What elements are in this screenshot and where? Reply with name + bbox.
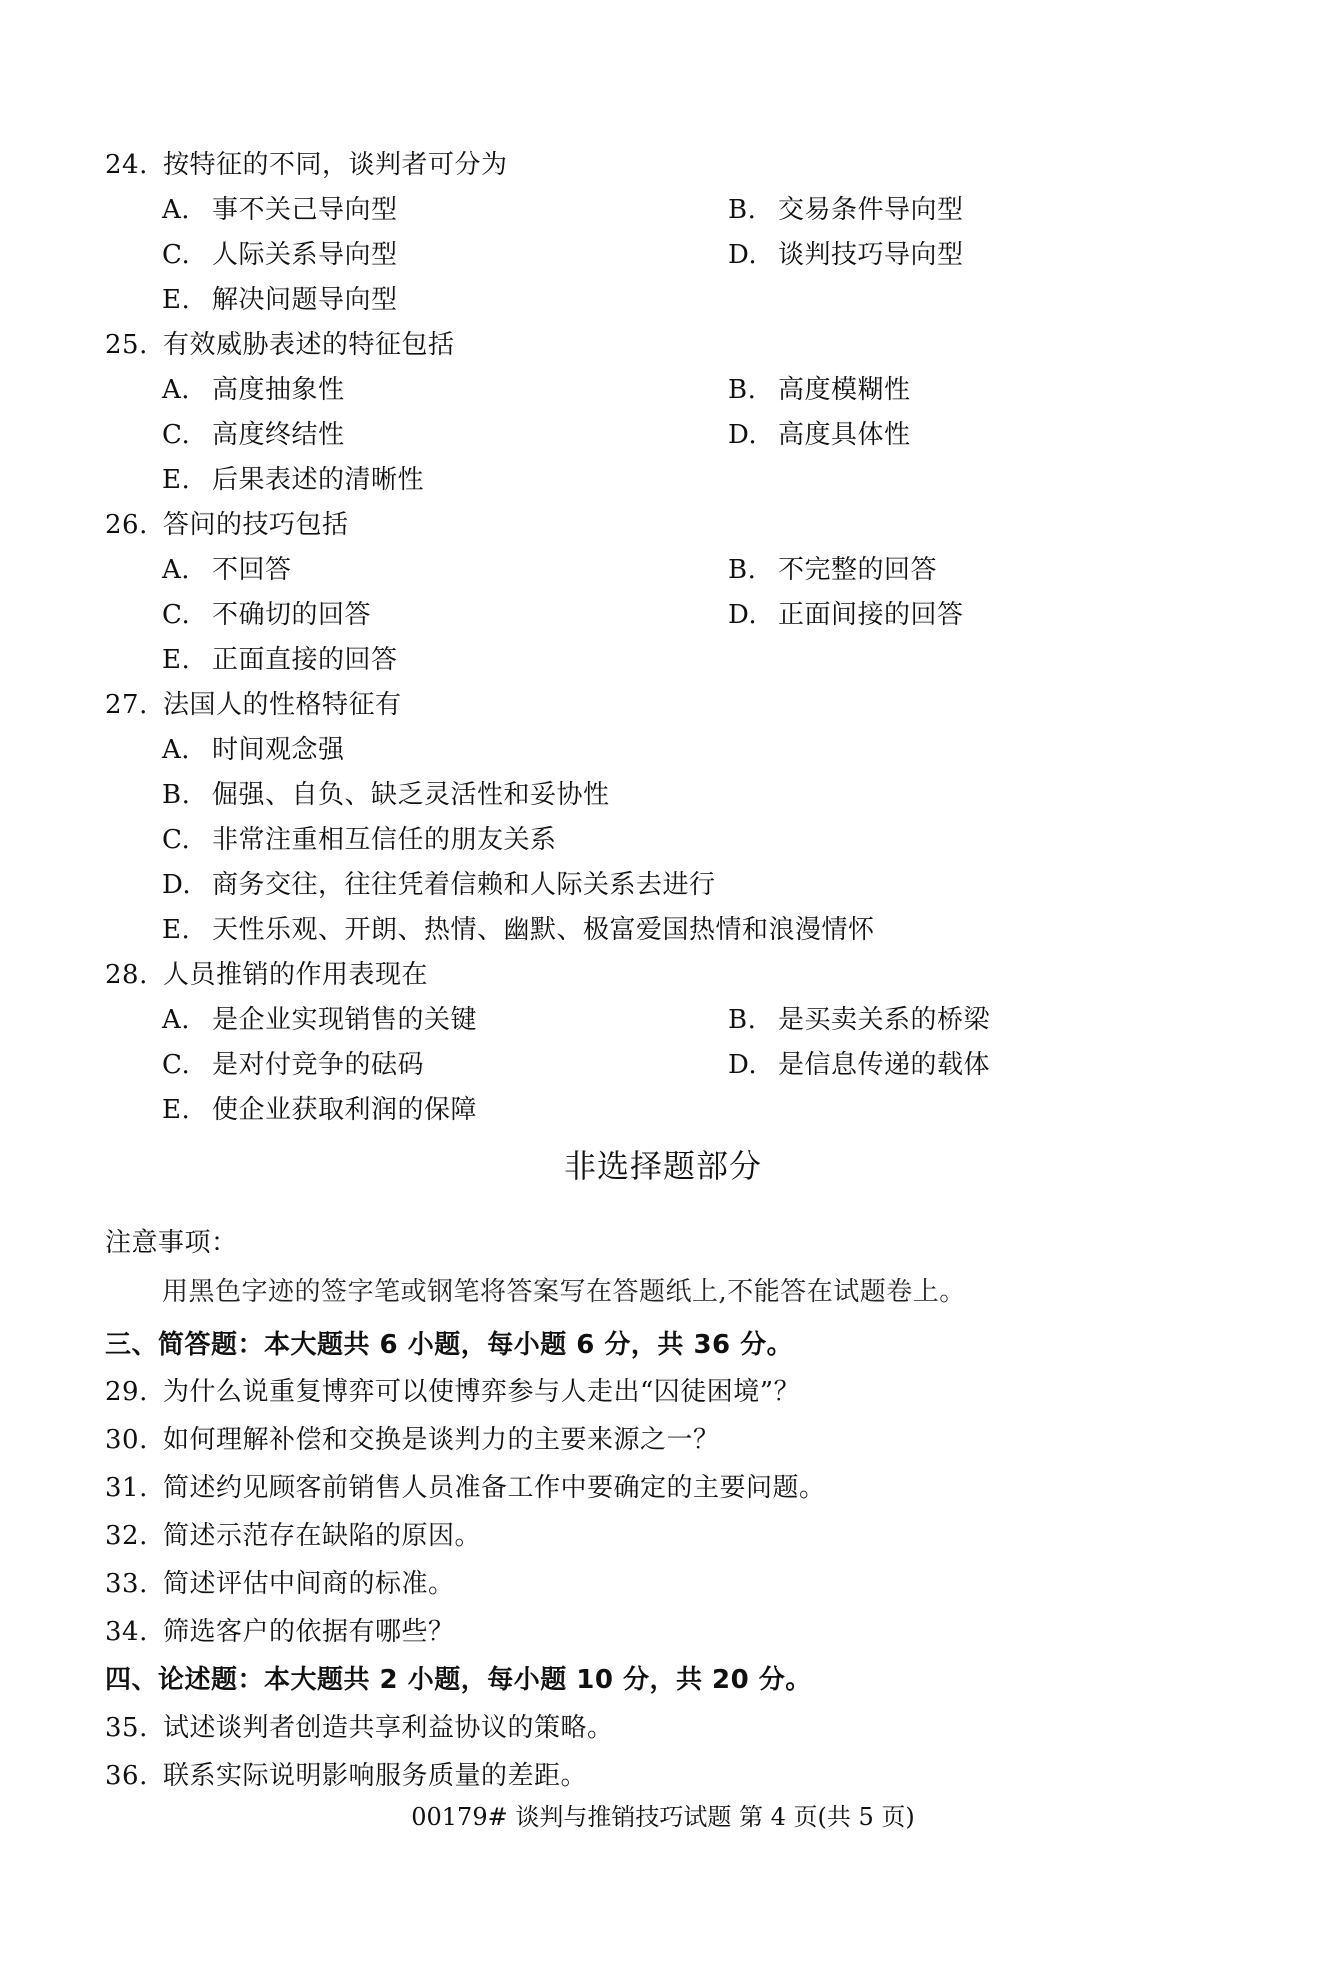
question-35 (105, 1711, 614, 1745)
question-text: 试述谈判者创造共享利益协议的策略。 (163, 1713, 614, 1743)
option-label: C. (162, 1050, 191, 1080)
option-label: B. (728, 375, 757, 405)
option-label: D. (728, 240, 758, 270)
question-28-option-b (728, 1003, 990, 1037)
option-label: C. (162, 825, 191, 855)
question-number: 34. (105, 1617, 148, 1647)
question-stem: 人员推销的作用表现在 (163, 960, 429, 990)
option-text: 后果表述的清晰性 (212, 465, 425, 495)
question-24-option-d (728, 238, 964, 272)
question-24-stem (105, 148, 508, 182)
question-text: 简述示范存在缺陷的原因。 (163, 1521, 482, 1551)
question-number: 31. (105, 1473, 148, 1503)
question-34 (105, 1615, 455, 1649)
notice-text: 用黑色字迹的签字笔或钢笔将答案写在答题纸上,不能答在试题卷上。 (162, 1277, 966, 1307)
option-text: 是对付竞争的砝码 (212, 1050, 425, 1080)
option-text: 人际关系导向型 (212, 240, 398, 270)
question-27-option-c (162, 823, 557, 857)
question-25-option-b (728, 373, 911, 407)
question-25-option-c (162, 418, 345, 452)
question-28-stem (105, 958, 428, 992)
question-26-option-c (162, 598, 371, 632)
option-label: E. (162, 1095, 191, 1125)
question-30 (105, 1423, 720, 1457)
option-text: 倔强、自负、缺乏灵活性和妥协性 (212, 780, 610, 810)
option-label: C. (162, 420, 191, 450)
question-27-option-a (162, 733, 345, 767)
option-label: E. (162, 465, 191, 495)
option-text: 交易条件导向型 (778, 195, 964, 225)
question-29 (105, 1375, 800, 1409)
option-text: 高度模糊性 (778, 375, 911, 405)
question-24-option-e (162, 283, 398, 317)
option-text: 是买卖关系的桥梁 (778, 1005, 991, 1035)
question-number: 29. (105, 1377, 148, 1407)
option-label: D. (728, 1050, 758, 1080)
question-number: 28. (105, 960, 148, 990)
question-text: 联系实际说明影响服务质量的差距。 (163, 1761, 588, 1791)
question-31 (105, 1471, 826, 1505)
question-stem: 按特征的不同，谈判者可分为 (163, 150, 508, 180)
option-label: A. (162, 1005, 191, 1035)
question-26-option-a (162, 553, 292, 587)
question-stem: 答问的技巧包括 (163, 510, 349, 540)
option-label: B. (728, 555, 757, 585)
option-text: 不确切的回答 (212, 600, 372, 630)
option-text: 天性乐观、开朗、热情、幽默、极富爱国热情和浪漫情怀 (212, 915, 875, 945)
question-26-stem (105, 508, 349, 542)
question-text: 筛选客户的依据有哪些？ (163, 1617, 455, 1647)
section-3-heading: 三、简答题：本大题共 6 小题，每小题 6 分，共 36 分。 (105, 1330, 794, 1360)
option-label: C. (162, 240, 191, 270)
question-26-option-d (728, 598, 964, 632)
option-label: A. (162, 195, 191, 225)
option-label: E. (162, 645, 191, 675)
question-stem: 有效威胁表述的特征包括 (163, 330, 455, 360)
question-25-option-d (728, 418, 911, 452)
question-33 (105, 1567, 455, 1601)
non-choice-section-title: 非选择题部分 (563, 1147, 762, 1185)
question-24-option-c (162, 238, 398, 272)
option-text: 高度具体性 (778, 420, 911, 450)
option-label: B. (162, 780, 191, 810)
option-text: 时间观念强 (212, 735, 345, 765)
question-text: 为什么说重复博弈可以使博弈参与人走出“囚徒困境”？ (163, 1377, 801, 1407)
question-28-option-e (162, 1093, 477, 1127)
question-28-option-d (728, 1048, 990, 1082)
option-label: A. (162, 555, 191, 585)
question-number: 36. (105, 1761, 148, 1791)
option-label: A. (162, 375, 191, 405)
option-text: 解决问题导向型 (212, 285, 398, 315)
option-text: 使企业获取利润的保障 (212, 1095, 478, 1125)
question-number: 26. (105, 510, 148, 540)
option-text: 正面间接的回答 (778, 600, 964, 630)
question-number: 30. (105, 1425, 148, 1455)
question-text: 简述约见顾客前销售人员准备工作中要确定的主要问题。 (163, 1473, 826, 1503)
option-label: E. (162, 915, 191, 945)
option-text: 不完整的回答 (778, 555, 938, 585)
question-26-option-b (728, 553, 937, 587)
option-text: 是企业实现销售的关键 (212, 1005, 478, 1035)
question-number: 27. (105, 690, 148, 720)
option-text: 事不关己导向型 (212, 195, 398, 225)
question-27-option-e (162, 913, 875, 947)
page-footer: 00179# 谈判与推销技巧试题 第 4 页(共 5 页) (411, 1803, 915, 1831)
option-text: 非常注重相互信任的朋友关系 (212, 825, 557, 855)
option-text: 谈判技巧导向型 (778, 240, 964, 270)
option-text: 正面直接的回答 (212, 645, 398, 675)
question-number: 24. (105, 150, 148, 180)
question-25-option-e (162, 463, 424, 497)
notice-label: 注意事项： (105, 1228, 238, 1258)
question-28-option-c (162, 1048, 424, 1082)
question-27-stem (105, 688, 402, 722)
question-number: 35. (105, 1713, 148, 1743)
question-32 (105, 1519, 481, 1553)
question-text: 简述评估中间商的标准。 (163, 1569, 455, 1599)
question-number: 33. (105, 1569, 148, 1599)
question-26-option-e (162, 643, 398, 677)
question-25-stem (105, 328, 455, 362)
option-text: 高度抽象性 (212, 375, 345, 405)
question-27-option-b (162, 778, 610, 812)
question-25-option-a (162, 373, 345, 407)
question-number: 25. (105, 330, 148, 360)
question-stem: 法国人的性格特征有 (163, 690, 402, 720)
question-27-option-d (162, 868, 716, 902)
option-label: A. (162, 735, 191, 765)
question-24-option-a (162, 193, 398, 227)
question-text: 如何理解补偿和交换是谈判力的主要来源之一？ (163, 1425, 720, 1455)
question-number: 32. (105, 1521, 148, 1551)
option-text: 是信息传递的载体 (778, 1050, 991, 1080)
option-text: 不回答 (212, 555, 292, 585)
option-label: D. (728, 420, 758, 450)
option-label: C. (162, 600, 191, 630)
option-label: D. (728, 600, 758, 630)
question-24-option-b (728, 193, 964, 227)
option-text: 高度终结性 (212, 420, 345, 450)
question-36 (105, 1759, 587, 1793)
option-label: B. (728, 195, 757, 225)
option-label: D. (162, 870, 192, 900)
option-text: 商务交往，往往凭着信赖和人际关系去进行 (212, 870, 716, 900)
option-label: E. (162, 285, 191, 315)
question-28-option-a (162, 1003, 477, 1037)
option-label: B. (728, 1005, 757, 1035)
section-4-heading: 四、论述题：本大题共 2 小题，每小题 10 分，共 20 分。 (105, 1665, 812, 1695)
